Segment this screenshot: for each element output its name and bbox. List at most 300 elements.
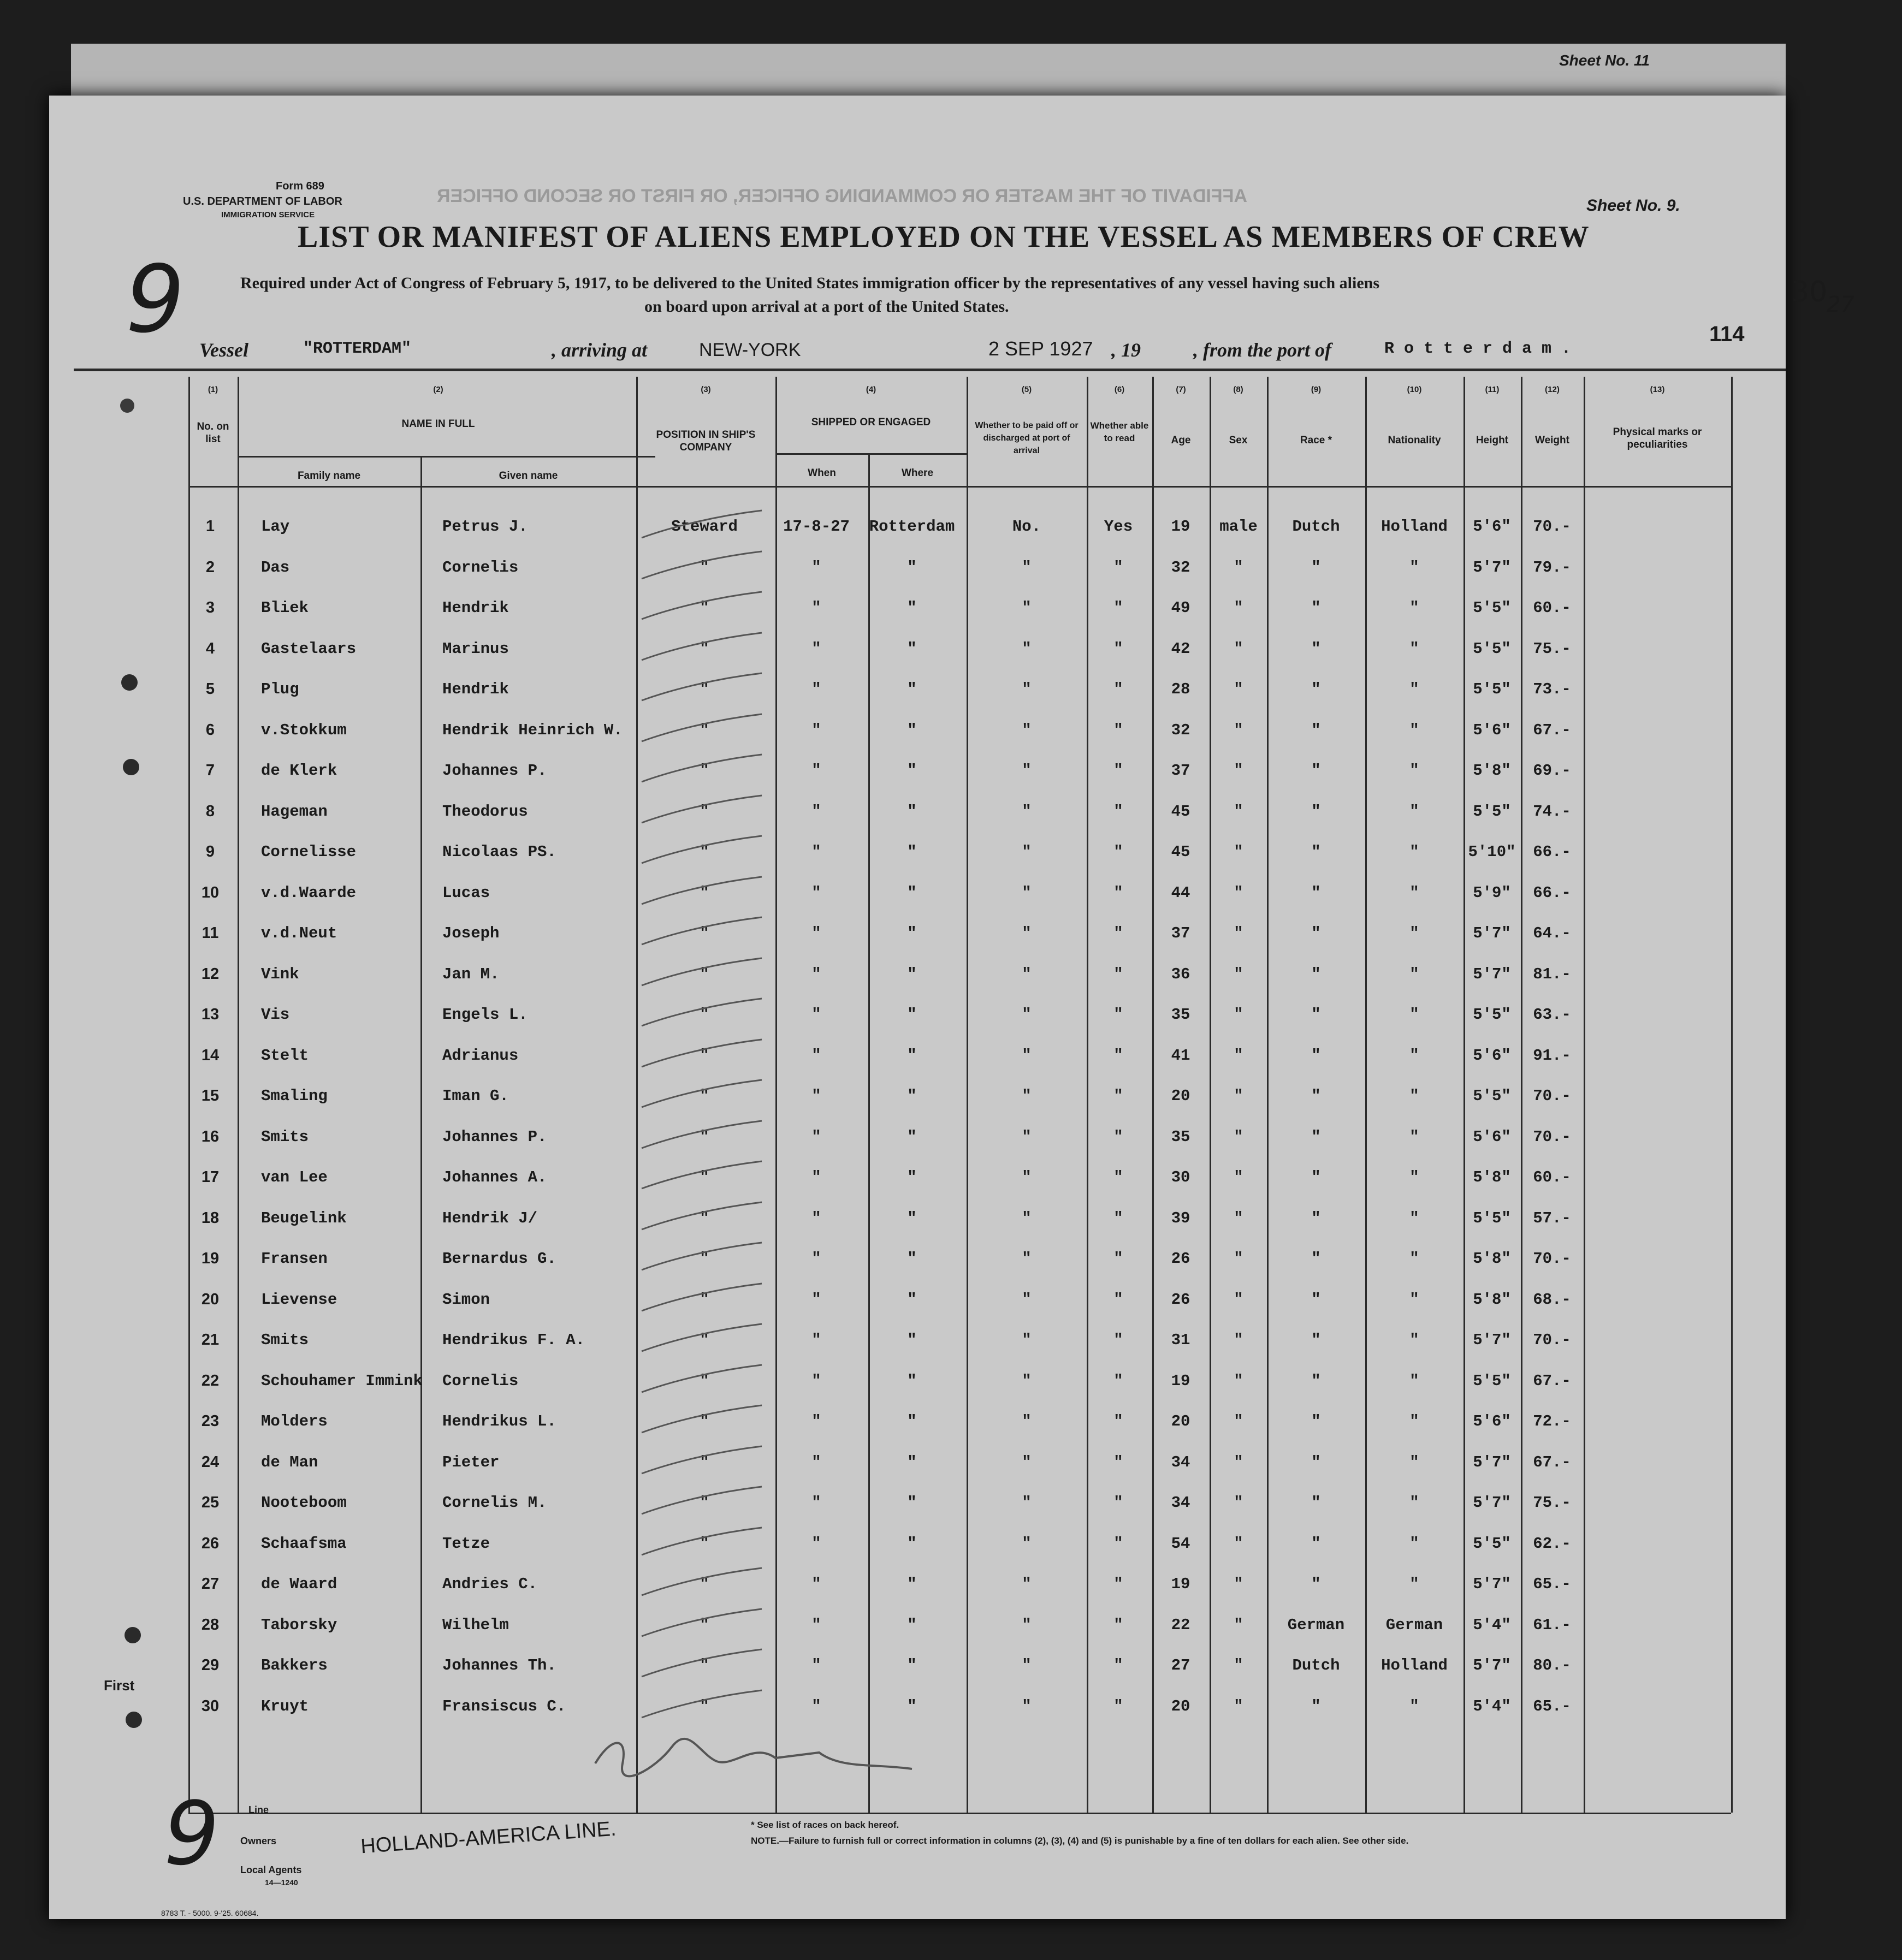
cell-where: " [907, 1331, 917, 1349]
check-mark-icon [639, 670, 765, 703]
col-header-nationality: Nationality [1388, 435, 1441, 446]
col-num-1: (1) [208, 385, 218, 394]
cell-race: " [1311, 1250, 1321, 1268]
cell-no: 16 [201, 1127, 220, 1145]
cell-position: " [700, 1371, 709, 1390]
cell-where: " [907, 1168, 917, 1186]
cell-family: Beugelink [261, 1209, 347, 1227]
footer-owners: Owners [240, 1836, 277, 1846]
check-mark-icon [639, 1484, 765, 1517]
cell-nat: " [1409, 1127, 1419, 1146]
mirror-text: AFFIDAVIT OF THE MASTER OR COMMANDING OFFICER, OR FIRST OR SECOND OFFICER [437, 186, 1247, 206]
cell-given: Tetze [442, 1534, 490, 1553]
cell-nat: " [1409, 558, 1419, 577]
cell-read: " [1113, 1006, 1123, 1024]
binder-hole [120, 399, 134, 413]
cell-when: " [811, 1209, 821, 1227]
cell-nat: " [1409, 924, 1419, 942]
cell-given: Cornelis [442, 558, 519, 577]
cell-where: " [907, 843, 917, 861]
cell-given: Nicolaas PS. [442, 843, 556, 861]
cell-no: 11 [202, 924, 219, 942]
cell-family: Schaafsma [261, 1534, 347, 1553]
first-label: First [104, 1677, 135, 1694]
cell-when: " [811, 1250, 821, 1268]
cell-height: 5'5" [1473, 1534, 1511, 1553]
cell-family: v.d.Neut [261, 924, 337, 942]
cell-position: " [700, 802, 709, 821]
cell-weight: 67.- [1533, 721, 1571, 739]
vessel-name: "ROTTERDAM" [303, 340, 412, 358]
cell-given: Cornelis [442, 1371, 519, 1390]
cell-sex: " [1234, 802, 1243, 821]
cell-read: " [1113, 1371, 1123, 1390]
cell-height: 5'8" [1473, 1168, 1511, 1186]
cell-when: " [811, 599, 821, 617]
cell-read: " [1113, 1209, 1123, 1227]
cell-where: " [907, 1371, 917, 1390]
cell-age: 32 [1171, 721, 1190, 739]
cell-sex: " [1234, 1615, 1243, 1634]
cell-weight: 70.- [1533, 1250, 1571, 1268]
cell-paid: No. [1012, 518, 1041, 536]
cell-sex: " [1234, 1168, 1243, 1186]
cell-paid: " [1022, 1127, 1032, 1146]
cell-sex: " [1234, 558, 1243, 577]
check-mark-icon [639, 1647, 765, 1679]
cell-given: Fransiscus C. [442, 1697, 566, 1715]
cell-no: 23 [201, 1412, 220, 1430]
cell-height: 5'5" [1473, 1006, 1511, 1024]
cell-race: " [1311, 1412, 1321, 1430]
cell-family: Vis [261, 1006, 290, 1024]
cell-when: " [811, 1494, 821, 1512]
cell-family: Gastelaars [261, 639, 357, 658]
cell-no: 26 [201, 1534, 220, 1552]
cell-read: " [1113, 1290, 1123, 1309]
table-bottom-line [188, 1813, 1731, 1814]
cell-position: " [700, 924, 709, 942]
col-num-8: (8) [1233, 385, 1243, 394]
printer-code: 8783 T. - 5000. 9-'25. 60684. [161, 1909, 259, 1917]
cell-where: " [907, 599, 917, 617]
cell-height: 5'8" [1473, 762, 1511, 780]
cell-sex: " [1234, 1656, 1243, 1674]
cell-weight: 66.- [1533, 883, 1571, 902]
col-header-read: Whether able to read [1090, 420, 1149, 443]
check-mark-icon [639, 508, 765, 541]
cell-weight: 61.- [1533, 1615, 1571, 1634]
cell-family: Bakkers [261, 1656, 328, 1674]
cell-age: 35 [1171, 1127, 1190, 1146]
check-mark-icon [639, 1240, 765, 1273]
table-row [0, 1321, 1902, 1361]
cell-position: " [700, 558, 709, 577]
col-header-marks: Physical marks or peculiarities [1613, 426, 1702, 450]
cell-age: 20 [1171, 1087, 1190, 1105]
table-row [0, 589, 1902, 628]
cell-where: " [907, 1575, 917, 1593]
footer-line: Line [248, 1804, 269, 1815]
cell-age: 37 [1171, 924, 1190, 942]
cell-age: 20 [1171, 1412, 1190, 1430]
cell-family: Molders [261, 1412, 328, 1430]
cell-sex: " [1234, 1371, 1243, 1390]
cell-paid: " [1022, 965, 1032, 983]
cell-read: " [1113, 1412, 1123, 1430]
cell-given: Hendrikus L. [442, 1412, 556, 1430]
cell-position: " [700, 1453, 709, 1471]
cell-age: 45 [1171, 802, 1190, 821]
arriving-label: , arriving at [552, 339, 648, 361]
cell-no: 10 [201, 883, 220, 901]
cell-race: " [1311, 924, 1321, 942]
cell-nat: German [1385, 1615, 1443, 1634]
cell-read: " [1113, 1534, 1123, 1553]
right-edge-number-2: 27 [1827, 292, 1854, 317]
cell-position: " [700, 1697, 709, 1715]
table-row [0, 1484, 1902, 1523]
cell-given: Hendrik [442, 680, 509, 698]
cell-position: " [700, 1615, 709, 1634]
check-mark-icon [639, 1606, 765, 1639]
cell-paid: " [1022, 1412, 1032, 1430]
cell-when: " [811, 883, 821, 902]
cell-when: " [811, 965, 821, 983]
cell-family: Plug [261, 680, 299, 698]
cell-sex: " [1234, 1250, 1243, 1268]
cell-paid: " [1022, 1615, 1032, 1634]
cell-height: 5'7" [1473, 1331, 1511, 1349]
table-row [0, 1199, 1902, 1239]
cell-height: 5'8" [1473, 1250, 1511, 1268]
check-mark-icon [639, 1565, 765, 1598]
cell-sex: " [1234, 1453, 1243, 1471]
cell-where: " [907, 639, 917, 658]
cell-no: 17 [201, 1168, 220, 1186]
check-mark-icon [639, 1281, 765, 1314]
cell-height: 5'7" [1473, 558, 1511, 577]
cell-weight: 75.- [1533, 1494, 1571, 1512]
cell-given: Johannes A. [442, 1168, 547, 1186]
cell-given: Engels L. [442, 1006, 528, 1024]
cell-height: 5'7" [1473, 1575, 1511, 1593]
cell-nat: Holland [1381, 1656, 1448, 1674]
cell-race: " [1311, 802, 1321, 821]
cell-where: " [907, 1697, 917, 1715]
cell-where: " [907, 1412, 917, 1430]
check-mark-icon [639, 630, 765, 663]
cell-when: " [811, 843, 821, 861]
cell-sex: " [1234, 680, 1243, 698]
cell-paid: " [1022, 680, 1032, 698]
form-service: IMMIGRATION SERVICE [221, 210, 315, 219]
cell-height: 5'5" [1473, 599, 1511, 617]
cell-family: Vink [261, 965, 299, 983]
cell-height: 5'7" [1473, 924, 1511, 942]
cell-height: 5'4" [1473, 1615, 1511, 1634]
cell-when: " [811, 639, 821, 658]
cell-given: Johannes P. [442, 762, 547, 780]
cell-sex: " [1234, 1006, 1243, 1024]
cell-age: 44 [1171, 883, 1190, 902]
cell-height: 5'6" [1473, 1127, 1511, 1146]
table-row [0, 1565, 1902, 1605]
check-mark-icon [639, 1362, 765, 1395]
page-title: LIST OR MANIFEST OF ALIENS EMPLOYED ON THE VESSEL AS MEMBERS OF CREW [298, 220, 1590, 254]
cell-weight: 60.- [1533, 1168, 1571, 1186]
cell-when: " [811, 1412, 821, 1430]
cell-family: Das [261, 558, 290, 577]
cell-where: " [907, 1494, 917, 1512]
col-num-5: (5) [1021, 385, 1032, 394]
col-header-sex: Sex [1229, 435, 1248, 446]
cell-paid: " [1022, 762, 1032, 780]
cell-weight: 75.- [1533, 639, 1571, 658]
cell-when: " [811, 1453, 821, 1471]
cell-read: " [1113, 1656, 1123, 1674]
cell-height: 5'9" [1473, 883, 1511, 902]
cell-paid: " [1022, 883, 1032, 902]
check-mark-icon [639, 914, 765, 947]
cell-read: " [1113, 639, 1123, 658]
margin-number: 9 [126, 246, 185, 354]
table-row [0, 1159, 1902, 1198]
cell-position: " [700, 1575, 709, 1593]
col-header-no: No. on list [197, 421, 229, 445]
footnote-fine: NOTE.—Failure to furnish full or correct information in columns (2), (3), (4) and (5) is punishable by a fine of ten dollars for each alien. See other side. [751, 1836, 1409, 1846]
cell-nat: " [1409, 1697, 1419, 1715]
check-mark-icon [639, 793, 765, 825]
cell-no: 3 [205, 599, 215, 616]
cell-sex: " [1234, 965, 1243, 983]
check-mark-icon [639, 1403, 765, 1435]
cell-weight: 62.- [1533, 1534, 1571, 1553]
cell-nat: " [1409, 843, 1419, 861]
table-row [0, 1606, 1902, 1646]
cell-read: " [1113, 558, 1123, 577]
footer-margin-number: 9 [164, 1783, 220, 1885]
cell-when: " [811, 762, 821, 780]
table-top-border [74, 369, 1786, 371]
shipped-subheader-line [775, 453, 967, 455]
col-header-family: Family name [297, 470, 361, 482]
cell-no: 19 [201, 1250, 220, 1267]
footer-agents: Local Agents [240, 1864, 302, 1875]
check-mark-icon [639, 1037, 765, 1070]
cell-paid: " [1022, 1534, 1032, 1553]
cell-paid: " [1022, 1087, 1032, 1105]
header-bottom-line [188, 486, 1731, 488]
cell-paid: " [1022, 1371, 1032, 1390]
cell-height: 5'5" [1473, 1087, 1511, 1105]
col-header-paid: Whether to be paid off or discharged at port of arrival [975, 421, 1079, 455]
cell-sex: " [1234, 1534, 1243, 1553]
cell-family: Fransen [261, 1250, 328, 1268]
cell-where: " [907, 1290, 917, 1309]
cell-no: 13 [201, 1006, 220, 1023]
cell-age: 35 [1171, 1006, 1190, 1024]
cell-age: 19 [1171, 1575, 1190, 1593]
cell-weight: 69.- [1533, 762, 1571, 780]
cell-nat: " [1409, 1006, 1419, 1024]
cell-family: Hageman [261, 802, 328, 821]
cell-given: Bernardus G. [442, 1250, 556, 1268]
cell-read: " [1113, 883, 1123, 902]
cell-no: 25 [201, 1494, 220, 1511]
cell-paid: " [1022, 1209, 1032, 1227]
cell-where: " [907, 1656, 917, 1674]
cell-nat: " [1409, 1494, 1419, 1512]
cell-nat: " [1409, 883, 1419, 902]
cell-given: Iman G. [442, 1087, 509, 1105]
cell-position: " [700, 1209, 709, 1227]
cell-height: 5'6" [1473, 1412, 1511, 1430]
cell-sex: " [1234, 1127, 1243, 1146]
cell-read: " [1113, 1697, 1123, 1715]
cell-sex: " [1234, 762, 1243, 780]
cell-read: " [1113, 1575, 1123, 1593]
footnote-races: * See list of races on back hereof. [751, 1820, 899, 1830]
cell-read: " [1113, 762, 1123, 780]
table-row [0, 1118, 1902, 1157]
check-mark-icon [639, 996, 765, 1029]
col-num-10: (10) [1407, 385, 1422, 394]
cell-where: " [907, 1615, 917, 1634]
cell-weight: 67.- [1533, 1453, 1571, 1471]
cell-read: " [1113, 1331, 1123, 1349]
cell-sex: " [1234, 883, 1243, 902]
cell-nat: " [1409, 1453, 1419, 1471]
cell-weight: 72.- [1533, 1412, 1571, 1430]
cell-sex: " [1234, 1046, 1243, 1065]
cell-weight: 57.- [1533, 1209, 1571, 1227]
cell-read: " [1113, 924, 1123, 942]
cell-position: " [700, 883, 709, 902]
cell-no: 29 [201, 1656, 220, 1674]
cell-nat: " [1409, 762, 1419, 780]
cell-race: " [1311, 558, 1321, 577]
cell-given: Johannes Th. [442, 1656, 556, 1674]
cell-weight: 65.- [1533, 1575, 1571, 1593]
cell-no: 8 [205, 802, 215, 820]
check-mark-icon [639, 833, 765, 866]
check-mark-icon [639, 549, 765, 581]
cell-read: " [1113, 599, 1123, 617]
cell-race: " [1311, 1168, 1321, 1186]
cell-race: Dutch [1292, 1656, 1340, 1674]
cell-read: " [1113, 680, 1123, 698]
cell-when: " [811, 1697, 821, 1715]
cell-position: " [700, 1250, 709, 1268]
cell-given: Cornelis M. [442, 1494, 547, 1512]
cell-age: 42 [1171, 639, 1190, 658]
cell-height: 5'7" [1473, 1453, 1511, 1471]
cell-where: " [907, 1006, 917, 1024]
cell-nat: " [1409, 1046, 1419, 1065]
check-mark-icon [639, 1118, 765, 1151]
cell-given: Hendrik J/ [442, 1209, 538, 1227]
cell-paid: " [1022, 1494, 1032, 1512]
departure-port: R o t t e r d a m . [1384, 340, 1572, 358]
cell-race: " [1311, 1494, 1321, 1512]
cell-nat: " [1409, 1290, 1419, 1309]
cell-age: 22 [1171, 1615, 1190, 1634]
table-row [0, 874, 1902, 913]
cell-height: 5'6" [1473, 518, 1511, 536]
cell-height: 5'7" [1473, 965, 1511, 983]
cell-height: 5'5" [1473, 802, 1511, 821]
cell-where: " [907, 1127, 917, 1146]
signature [590, 1731, 917, 1780]
cell-height: 5'6" [1473, 1046, 1511, 1065]
cell-when: " [811, 1656, 821, 1674]
name-subheader-line [238, 456, 655, 458]
cell-read: Yes [1104, 518, 1133, 536]
subtitle-line2: on board upon arrival at a port of the United States. [644, 298, 1009, 316]
cell-paid: " [1022, 721, 1032, 739]
col-header-name: NAME IN FULL [401, 418, 475, 430]
table-row [0, 1688, 1902, 1727]
cell-paid: " [1022, 843, 1032, 861]
col-num-7: (7) [1176, 385, 1186, 394]
cell-family: Taborsky [261, 1615, 337, 1634]
cell-sex: " [1234, 1494, 1243, 1512]
form-number: Form 689 [276, 180, 324, 192]
cell-no: 28 [201, 1615, 220, 1634]
cell-read: " [1113, 843, 1123, 861]
cell-paid: " [1022, 1656, 1032, 1674]
cell-where: " [907, 802, 917, 821]
cell-position: " [700, 639, 709, 658]
cell-weight: 70.- [1533, 1331, 1571, 1349]
cell-given: Johannes P. [442, 1127, 547, 1146]
cell-where: " [907, 558, 917, 577]
check-mark-icon [639, 1077, 765, 1110]
cell-position: " [700, 1290, 709, 1309]
cell-weight: 91.- [1533, 1046, 1571, 1065]
cell-race: " [1311, 1371, 1321, 1390]
col-num-9: (9) [1311, 385, 1322, 394]
cell-sex: " [1234, 1697, 1243, 1715]
cell-race: " [1311, 1575, 1321, 1593]
cell-age: 45 [1171, 843, 1190, 861]
table-row [0, 1240, 1902, 1279]
cell-when: " [811, 680, 821, 698]
cell-read: " [1113, 965, 1123, 983]
col-header-when: When [808, 467, 836, 479]
cell-height: 5'5" [1473, 639, 1511, 658]
cell-where: " [907, 762, 917, 780]
cell-when: " [811, 1534, 821, 1553]
table-row [0, 1444, 1902, 1483]
check-mark-icon [639, 874, 765, 907]
cell-height: 5'10" [1468, 843, 1516, 861]
cell-nat: " [1409, 1087, 1419, 1105]
cell-height: 5'4" [1473, 1697, 1511, 1715]
cell-sex: " [1234, 1575, 1243, 1593]
cell-sex: " [1234, 1209, 1243, 1227]
cell-weight: 70.- [1533, 518, 1571, 536]
cell-nat: " [1409, 599, 1419, 617]
cell-when: " [811, 1615, 821, 1634]
cell-race: " [1311, 1087, 1321, 1105]
cell-sex: " [1234, 639, 1243, 658]
cell-when: " [811, 1371, 821, 1390]
check-mark-icon [639, 1199, 765, 1232]
cell-given: Lucas [442, 883, 490, 902]
check-mark-icon [639, 752, 765, 785]
